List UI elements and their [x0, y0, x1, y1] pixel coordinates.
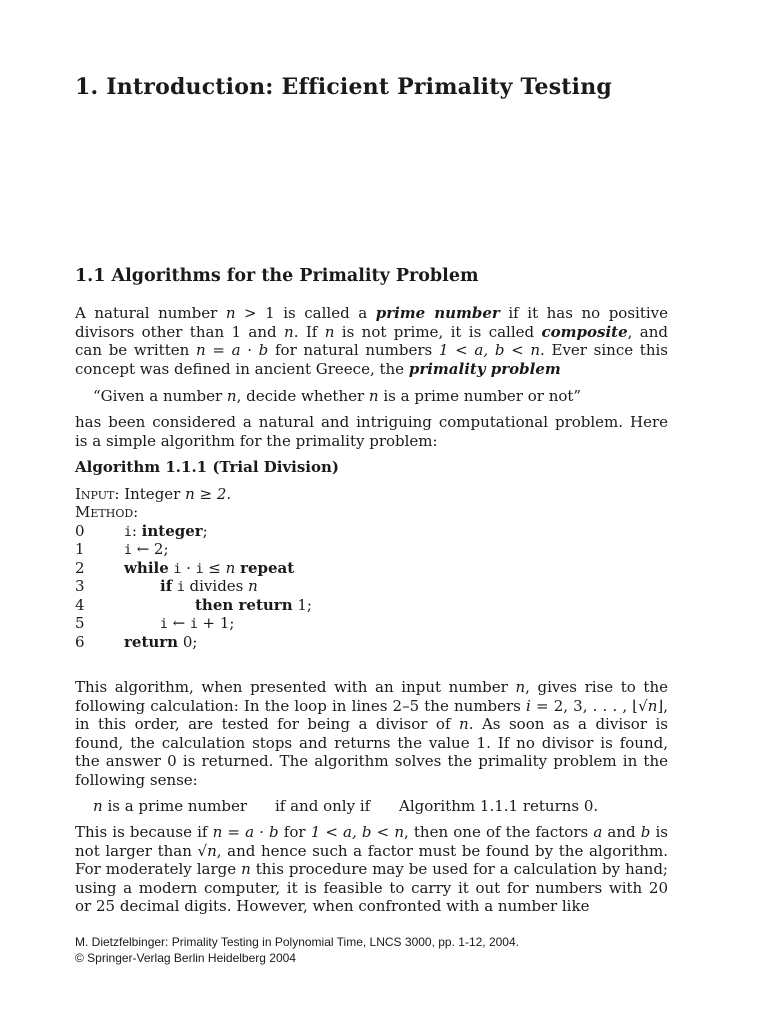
text-line: has been considered a natural and intriguing computational problem. Here: [75, 413, 668, 431]
problem-quote: “Given a number n, decide whether n is a prime number or not”: [93, 387, 582, 405]
text-line: A natural number n > 1 is called a prime number if it has no positive: [75, 304, 668, 322]
paragraph-algorithm-explanation: [75, 678, 668, 789]
code-line: while i · i ≤ n repeat: [124, 559, 295, 577]
section-title: 1.1 Algorithms for the Primality Problem: [75, 266, 479, 286]
line-number: 0: [75, 522, 85, 540]
code-line: return 0;: [124, 633, 198, 651]
code-line: then return 1;: [195, 596, 312, 614]
line-number: 1: [75, 540, 85, 558]
line-number: 6: [75, 633, 85, 651]
text-line: found, the calculation stops and returns the value 1. If no divisor is found,: [75, 733, 668, 752]
text-line: following calculation: In the loop in lines 2–5 the numbers i = 2, 3, . . . , ⌊√n⌋,: [75, 696, 668, 715]
line-number: 3: [75, 577, 85, 595]
line-number: 4: [75, 596, 85, 614]
algorithm-method: Method:: [75, 503, 139, 521]
equivalence-statement: n is a prime number: [93, 797, 248, 815]
text-line: the answer 0 is returned. The algorithm solves the primality problem in the: [75, 752, 668, 770]
algorithm-title: Algorithm 1.1.1 (Trial Division): [75, 458, 340, 476]
code-line: i ← 2;: [124, 540, 169, 558]
equivalence-connector: if and only if: [275, 797, 371, 815]
paragraph-correctness: [75, 823, 668, 916]
paragraph-definition: [75, 304, 668, 378]
code-line: i: integer;: [124, 522, 208, 540]
text-line: not larger than √n, and hence such a factor must be found by the algorithm.: [75, 841, 668, 860]
text-line: divisors other than 1 and n. If n is not prime, it is called composite, and: [75, 322, 668, 341]
text-line: following sense:: [75, 770, 198, 789]
text-line: This algorithm, when presented with an input number n, gives rise to the: [75, 678, 668, 696]
text-line: concept was defined in ancient Greece, the primality problem: [75, 359, 561, 378]
text-line: is a simple algorithm for the primality problem:: [75, 431, 438, 450]
code-line: i ← i + 1;: [160, 614, 235, 632]
code-line: if i divides n: [160, 577, 258, 595]
text-line: or 25 decimal digits. However, when confronted with a number like: [75, 897, 590, 915]
chapter-title: 1. Introduction: Efficient Primality Testing: [75, 74, 612, 100]
footer-copyright: © Springer-Verlag Berlin Heidelberg 2004: [75, 951, 296, 965]
line-number: 5: [75, 614, 85, 632]
paragraph-intro-algorithm: [75, 413, 668, 450]
text-line: For moderately large n this procedure may be used for a calculation by hand;: [75, 860, 668, 878]
text-line: This is because if n = a · b for 1 < a, b < n, then one of the factors a and b is: [75, 823, 668, 841]
equivalence-result: Algorithm 1.1.1 returns 0.: [399, 797, 599, 815]
line-number: 2: [75, 559, 85, 577]
algorithm-input: Input: Integer n ≥ 2.: [75, 485, 232, 503]
text-line: can be written n = a · b for natural numbers 1 < a, b < n. Ever since this: [75, 341, 668, 359]
text-line: in this order, are tested for being a divisor of n. As soon as a divisor is: [75, 715, 668, 733]
footer-citation: M. Dietzfelbinger: Primality Testing in Polynomial Time, LNCS 3000, pp. 1-12, 2004.: [75, 935, 519, 949]
text-line: using a modern computer, it is feasible to carry it out for numbers with 20: [75, 878, 668, 897]
